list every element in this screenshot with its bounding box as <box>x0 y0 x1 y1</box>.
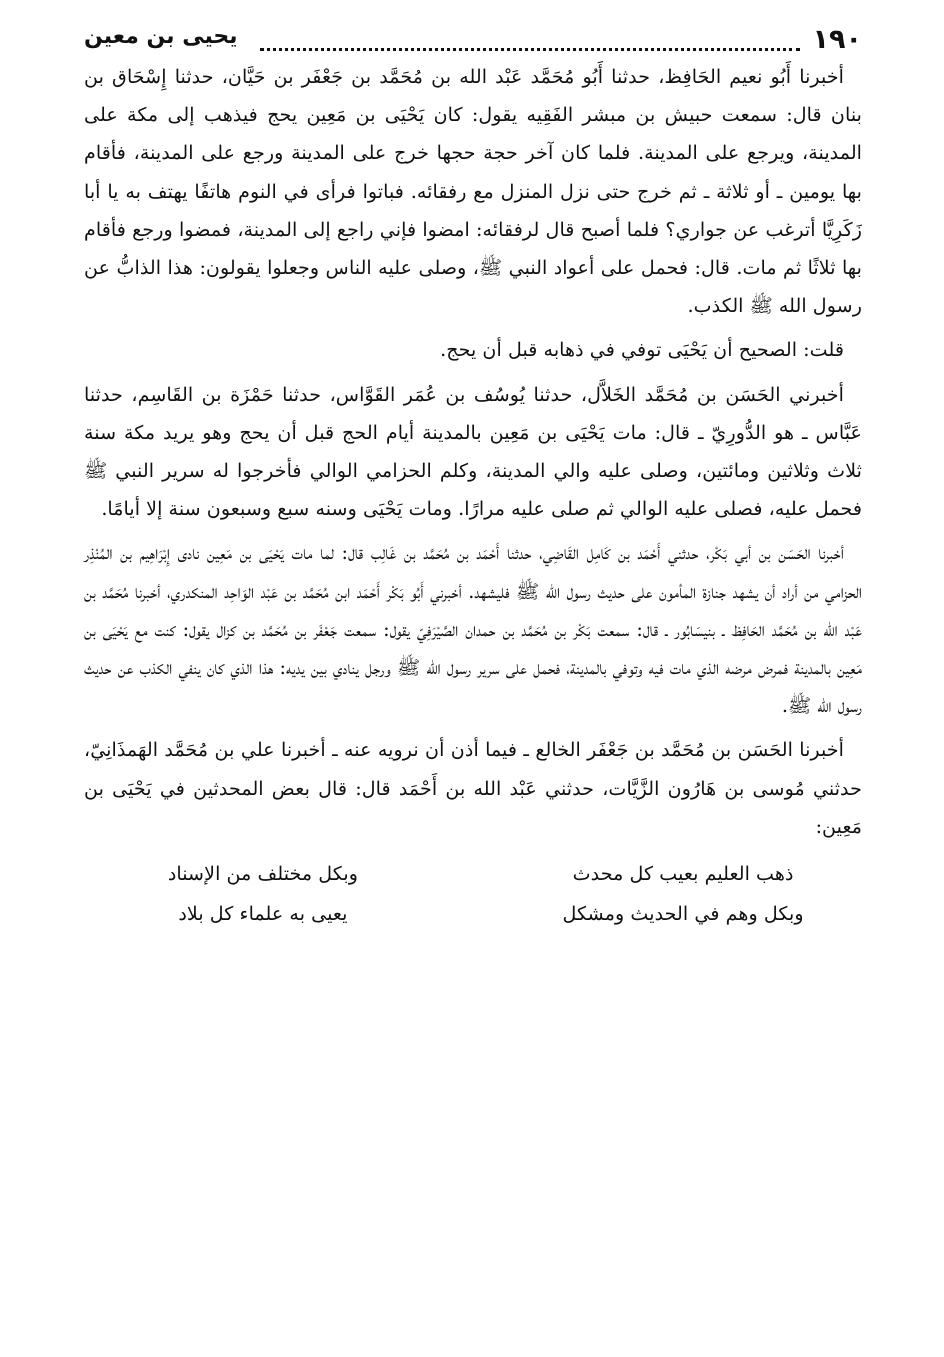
running-header <box>84 18 862 54</box>
verse-line-1 <box>84 854 862 894</box>
header-leader-dots <box>260 28 800 51</box>
verse-1-second-hemistich: وبكل مختلف من الإسناد <box>167 862 358 886</box>
verse-2-first-hemistich: وبكل وهم في الحديث ومشكل <box>562 902 804 926</box>
paragraph-4: أخبرنا الحَسَن بن أبي بَكْر، حدثني أَحْمَد بن كَامِل القَاضِي، حدثنا أَحْمَد بن مُحَمَّد بن غَالِب قال: لما مات يَحْيَى بن مَعِين نادى إِبْرَاهِيم بن المُنْذِر الحزامي من أراد أن يشهد جنازة المأمون على حديث رسول الله ﷺ فليشهد. أخبرني أَبُو بَكْر أَحْمَد ابن مُحَمَّد بن عَبْد الوَاحِد المنكدري، أخبرنا مُحَمَّد بن عَبْد الله بن مُحَمَّد الحَافِظ ـ بنيسَابُور ـ قال: سمعت بَكْر بن مُحَمَّد بن حمدان الصَّيْرَفِيّ يقول: سمعت جَعْفَر بن مُحَمَّد بن كزال يقول: كنت مع يَحْيَى بن مَعِين بالمدينة فمرض مرضه الذي مات فيه وتوفي بالمدينة، فحمل على سرير رسول الله ﷺ ورجل ينادي بين يديه: هذا الذي كان ينفي الكذب عن حديث رسول الله ﷺ. <box>84 541 862 718</box>
verse-2-second-hemistich: يعيى به علماء كل بلاد <box>178 902 348 926</box>
book-page <box>84 18 862 934</box>
paragraph-5: أخبرنا الحَسَن بن مُحَمَّد بن جَعْفَر الخالع ـ فيما أذن أن نرويه عنه ـ أخبرنا علي بن مُحَمَّد الهَمذَانِيّ، حدثني مُوسى بن هَارُون الزَّيَّات، حدثني عَبْد الله بن أَحْمَد قال: قال بعض المحدثين في يَحْيَى بن مَعِين: <box>84 738 862 838</box>
paragraph-1: أخبرنا أَبُو نعيم الحَافِظ، حدثنا أَبُو مُحَمَّد عَبْد الله بن مُحَمَّد بن جَعْفَر بن حَيَّان، حدثنا إِسْحَاق بن بنان قال: سمعت حبيش بن مبشر الفَقِيه يقول: كان يَحْيَى بن مَعِين يحج فيذهب إلى مكة على المدينة، ويرجع على المدينة. فلما كان آخر حجة حجها خرج على المدينة ورجع على المدينة، فأقام بها يومين ـ أو ثلاثة ـ ثم خرج حتى نزل المنزل مع رفقائه. فباتوا فرأى في النوم هاتفًا يهتف به يا أبا زَكَرِيَّا أترغب عن جواري؟ فلما أصبح قال لرفقائه: امضوا فإني راجع إلى المدينة، فمضوا ورجع فأقام بها ثلاثًا ثم مات. قال: فحمل على أعواد النبي ﷺ، وصلى عليه الناس وجعلوا يقولون: هذا الذابُّ عن رسول الله ﷺ الكذب. <box>84 65 862 318</box>
paragraph-2: قلت: الصحيح أن يَحْيَى توفي في ذهابه قبل أن يحج. <box>440 338 844 362</box>
paragraph-3: أخبرني الحَسَن بن مُحَمَّد الخَلاَّل، حدثنا يُوسُف بن عُمَر القَوَّاس، حدثنا حَمْزَة بن القَاسِم، حدثنا عَبَّاس ـ هو الدُّورِيّ ـ قال: مات يَحْيَى بن مَعِين بالمدينة أيام الحج قبل أن يحج وهو يريد مكة سنة ثلاث وثلاثين ومائتين، وصلى عليه والي المدينة، وكلم الحزامي الوالي فأخرجوا له سرير النبي ﷺ فحمل عليه، فصلى عليه الوالي ثم صلى عليه مرارًا. ومات يَحْيَى وسنه سبع وسبعون سنة إلا أيامًا. <box>84 382 862 521</box>
verse-line-2 <box>84 894 862 934</box>
running-title: يحيى بن معين <box>84 24 238 49</box>
poem <box>84 854 862 934</box>
verse-1-first-hemistich: ذهب العليم بعيب كل محدث <box>572 862 794 886</box>
page-body <box>84 58 862 934</box>
page-number: ١٩٠ <box>812 24 862 55</box>
